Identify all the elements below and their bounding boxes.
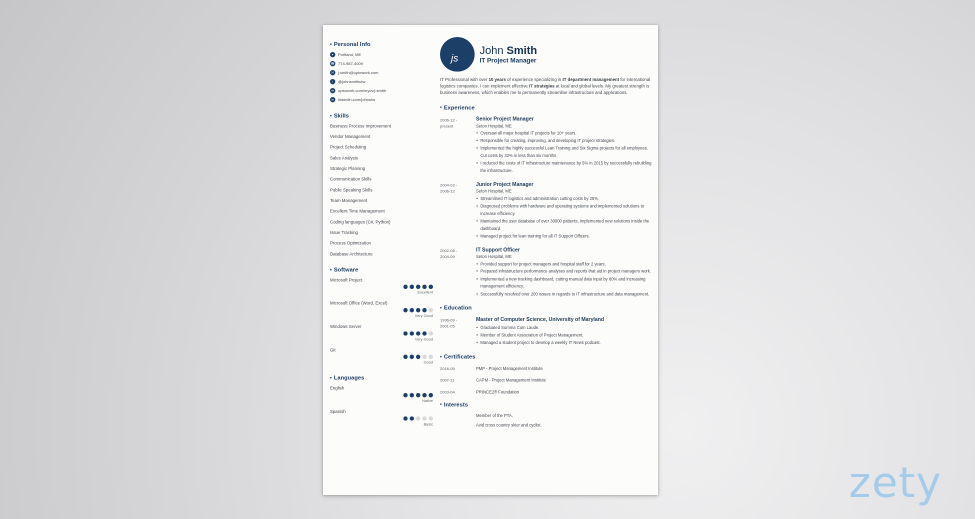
certificate-text: PMP - Project Management Institute xyxy=(476,366,543,371)
resume-header xyxy=(440,37,652,72)
bullet-item: • Maintained the user database of over 30000 patients, implemented new solutions inside the dashboard. xyxy=(476,217,652,232)
first-name: John xyxy=(479,44,504,57)
rating-dot-icon xyxy=(429,308,433,312)
certificate-date: 2007-11 xyxy=(440,378,455,383)
bullet-item: • I reduced the costs of IT infrastructure maintenance by 5% in 2015 by successfully rebuilding the infrastructure. xyxy=(476,160,652,175)
contact-text: @johnsmithutw xyxy=(338,79,366,85)
date-line: 2006-12 xyxy=(440,188,455,194)
date-line: 2006-12 - xyxy=(440,117,458,123)
professional-summary xyxy=(440,76,652,96)
rating-label: Very Good xyxy=(414,314,434,319)
language-item xyxy=(330,386,433,403)
candidate-name xyxy=(480,44,537,57)
software-name: Windows Server xyxy=(330,324,362,330)
bullet-item: • Diagnosed problems with hardware and operating systems and implemented solutions to increase efficiency. xyxy=(476,202,652,217)
rating-dots xyxy=(330,308,433,312)
certificate-item xyxy=(440,377,652,383)
software-name: Microsoft Office (Word, Excel) xyxy=(330,300,388,306)
zety-logo[interactable]: zety xyxy=(848,458,942,507)
date-line: present xyxy=(440,123,454,129)
rating-dot-icon xyxy=(416,393,420,397)
rating-dot-icon xyxy=(403,416,407,420)
rating-dot-icon xyxy=(403,355,407,359)
summary-segment: IT department management xyxy=(562,77,620,83)
certificate-date: 2003-04 xyxy=(440,390,455,395)
software-title: Software xyxy=(333,266,359,273)
skills-title: Skills xyxy=(333,112,350,119)
personal-info-heading xyxy=(330,41,433,48)
resume-page-content xyxy=(323,25,658,495)
contact-item xyxy=(330,79,433,84)
linkedin-icon: in xyxy=(331,98,334,101)
rating-dot-icon xyxy=(416,285,420,289)
section-certificates xyxy=(440,354,652,396)
rating-dot-icon xyxy=(429,416,433,420)
rating-dots xyxy=(330,331,433,335)
entry-bullets xyxy=(476,324,652,347)
name-block xyxy=(480,44,537,65)
entry-body xyxy=(476,247,652,298)
experience-entry xyxy=(440,182,652,240)
rating-dot-icon xyxy=(429,355,433,359)
rating-dot-icon xyxy=(422,331,426,335)
skill-item: Vendor Management xyxy=(330,134,371,140)
rating-dots xyxy=(330,393,433,397)
rating-dot-icon xyxy=(416,416,420,420)
website-icon: ⊕ xyxy=(331,88,334,93)
entry-dates xyxy=(440,182,476,240)
rating-dot-icon xyxy=(410,331,414,335)
skill-item: Sales Analysis xyxy=(330,155,358,161)
software-item xyxy=(330,324,433,341)
bullet-item: • Implemented the highly successful Lean Training and Six Sigma projects for all employees. Cut costs by 32% in less than six months. xyxy=(476,145,652,160)
bullet-item: • Successfully resolved over 200 issues in regards to IT infrastructure and data management. xyxy=(476,290,652,298)
section-software xyxy=(330,266,433,364)
rating-dot-icon xyxy=(410,308,414,312)
summary-segment: at local and global levels. My greatest strength is business awareness, which enables me to permanently streamline infrastructure and applications. xyxy=(440,83,650,96)
entry-title: IT Support Officer xyxy=(476,246,520,253)
skill-item: Communication Skills xyxy=(330,176,372,182)
experience-entries xyxy=(440,116,652,298)
certificate-text: CAPM - Project Management Institute xyxy=(476,378,546,383)
contact-item xyxy=(330,70,433,75)
skill-item: Public Speaking Skills xyxy=(330,187,373,193)
interest-list xyxy=(440,413,652,427)
bullet-icon: • xyxy=(440,104,442,111)
rating-dot-icon xyxy=(422,393,426,397)
section-personal-info xyxy=(330,41,433,102)
entry-body xyxy=(476,116,652,174)
personal-info-title: Personal Info xyxy=(333,41,371,48)
certificate-item xyxy=(440,366,652,372)
date-line: 1996-09 - xyxy=(440,318,458,323)
entry-body xyxy=(476,182,652,240)
resume-main-column xyxy=(440,37,652,495)
entry-company: Seton Hospital, ME xyxy=(476,123,512,129)
rating-dot-icon xyxy=(410,393,414,397)
bullet-item: • Responsible for creating, improving, and developing IT project strategies. xyxy=(476,137,652,145)
contact-text: Portland, ME xyxy=(338,52,362,58)
certificate-date: 2016-05 xyxy=(440,366,455,371)
skill-item: Database Architecture xyxy=(330,251,373,257)
rating-dot-icon xyxy=(403,285,407,289)
skill-item: Issue Tracking xyxy=(330,230,358,236)
entry-dates xyxy=(440,317,476,347)
certificate-text: PRINCE2® Foundation xyxy=(476,390,520,395)
education-heading xyxy=(440,305,652,312)
rating-label: Excellent xyxy=(417,290,434,295)
software-item xyxy=(330,277,433,294)
rating-dot-icon xyxy=(422,285,426,289)
language-item xyxy=(330,409,433,426)
interest-item: Avid cross country skier and cyclist. xyxy=(476,422,542,428)
experience-entry xyxy=(440,247,652,298)
date-line: 2004-09 xyxy=(440,254,455,259)
contact-item xyxy=(330,52,433,57)
skill-item: Coding languages (C#, Python) xyxy=(330,219,391,225)
rating-dot-icon xyxy=(403,393,407,397)
avatar-initials: js xyxy=(451,52,459,64)
experience-entry xyxy=(440,116,652,174)
bullet-icon: • xyxy=(330,112,332,119)
contact-text: j.smith@uptowork.com xyxy=(338,70,379,76)
language-name: Spanish xyxy=(330,409,346,415)
language-list xyxy=(330,386,433,427)
skills-heading xyxy=(330,112,433,119)
rating-dot-icon xyxy=(416,355,420,359)
software-item xyxy=(330,347,433,364)
interests-heading xyxy=(440,401,652,408)
summary-segment: IT Professional with over xyxy=(440,77,489,83)
contact-item xyxy=(330,97,433,102)
entry-title: Junior Project Manager xyxy=(476,181,534,188)
contact-list xyxy=(330,52,433,102)
experience-heading xyxy=(440,104,652,111)
rating-dot-icon xyxy=(422,416,426,420)
bullet-icon: • xyxy=(330,266,332,273)
entry-bullets xyxy=(476,130,652,175)
languages-heading xyxy=(330,375,433,382)
bullet-item: • Implemented a new tracking dashboard, cutting manual data input by 80% and increasing management efficiency. xyxy=(476,275,652,290)
entry-company: Seton Hospital, ME xyxy=(476,254,512,259)
entry-dates xyxy=(440,116,476,174)
bullet-item: • Member of Student Association of Project Management. xyxy=(476,332,652,340)
software-heading xyxy=(330,266,433,273)
certificates-heading xyxy=(440,354,652,361)
entry-title: Senior Project Manager xyxy=(476,116,534,122)
software-name: Microsoft Project xyxy=(330,277,363,283)
bullet-item: • Managed project for lean training for all IT Support Officers. xyxy=(476,232,652,240)
skill-list xyxy=(330,123,433,256)
entry-bullets xyxy=(476,260,652,298)
section-education xyxy=(440,305,652,347)
phone-icon: ☎ xyxy=(330,61,335,66)
summary-segment: for international logistics companies. I can implement effective xyxy=(440,77,651,89)
software-list xyxy=(330,277,433,364)
entry-bullets xyxy=(476,195,652,240)
date-line: 2004-03 - xyxy=(440,182,458,188)
summary-segment: of experience specializing in xyxy=(505,77,563,83)
education-entry xyxy=(440,317,652,347)
skill-item: Strategic Planning xyxy=(330,166,366,172)
experience-title: Experience xyxy=(443,104,475,111)
last-name: Smith xyxy=(506,44,538,57)
contact-item xyxy=(330,88,433,93)
skill-item: Excellent Time Management xyxy=(330,208,385,214)
bullet-item: • Managed a student project to develop a weekly IT News podcast. xyxy=(476,339,652,347)
bullet-item: • Prepared infrastructure performance analyses and reports that aid in project managers work. xyxy=(476,268,652,276)
email-icon: ✉ xyxy=(331,70,334,75)
rating-dot-icon xyxy=(403,331,407,335)
rating-dot-icon xyxy=(410,285,414,289)
certificate-item xyxy=(440,389,652,395)
skill-item: Project Scheduling xyxy=(330,144,367,150)
rating-dot-icon xyxy=(429,393,433,397)
entry-dates xyxy=(440,247,476,298)
date-line: 2002-08 - xyxy=(440,248,458,253)
software-item xyxy=(330,301,433,318)
rating-label: Very Good xyxy=(414,337,434,342)
education-title: Education xyxy=(443,304,472,312)
section-interests xyxy=(440,401,652,427)
bullet-item: • Provided support for project managers and hospital staff for 2 years. xyxy=(476,260,652,268)
bullet-icon: • xyxy=(440,354,442,360)
date-line: 2001-05 xyxy=(440,324,455,329)
rating-dot-icon xyxy=(422,355,426,359)
skill-item: Process Optimization xyxy=(330,240,371,246)
certificate-list xyxy=(440,366,652,396)
rating-dots xyxy=(330,285,433,289)
bullet-item: • Oversaw all major hospital IT projects for 10+ years. xyxy=(476,130,652,138)
education-entries xyxy=(440,317,652,347)
avatar xyxy=(440,37,475,72)
bullet-icon: • xyxy=(440,401,442,408)
location-pin-icon: ▾ xyxy=(331,52,334,57)
bullet-icon: • xyxy=(440,305,442,311)
entry-body xyxy=(476,317,652,347)
skill-item: Business Process Improvement xyxy=(330,123,391,129)
rating-dots xyxy=(330,416,433,420)
bullet-item: • Streamlined IT logistics and administration cutting costs by 25%. xyxy=(476,195,652,203)
contact-text: linkedin.com/johnutw xyxy=(338,97,376,103)
contact-item xyxy=(330,61,433,66)
rating-label: Basic xyxy=(423,422,434,427)
entry-title: Master of Computer Science, University of Maryland xyxy=(476,316,605,323)
rating-dot-icon xyxy=(416,331,420,335)
twitter-icon: t xyxy=(330,79,335,84)
job-title: IT Project Manager xyxy=(479,57,537,65)
rating-dot-icon xyxy=(403,308,407,312)
section-skills xyxy=(330,112,433,256)
bullet-icon: • xyxy=(330,375,332,381)
section-experience xyxy=(440,104,652,298)
rating-dot-icon xyxy=(416,308,420,312)
section-languages xyxy=(330,375,433,427)
rating-dot-icon xyxy=(410,416,414,420)
contact-text: 774-987-4009 xyxy=(338,61,363,67)
rating-dot-icon xyxy=(422,308,426,312)
software-name: Git xyxy=(330,347,336,353)
bullet-item: • Graduated Summa Cum Laude. xyxy=(476,324,652,332)
rating-label: Native xyxy=(422,399,434,404)
resume-page xyxy=(323,25,658,495)
contact-text: uptowork.com/mycv/j.smith xyxy=(338,88,387,94)
bullet-icon: • xyxy=(330,41,332,48)
certificates-title: Certificates xyxy=(443,353,476,360)
resume-sidebar xyxy=(330,37,440,495)
rating-dot-icon xyxy=(429,331,433,335)
rating-dot-icon xyxy=(410,355,414,359)
entry-company: Seton Hospital, ME xyxy=(476,188,512,194)
skill-item: Team Management xyxy=(330,198,368,204)
interests-title: Interests xyxy=(443,401,469,408)
interest-item: Member of the PTA. xyxy=(476,413,513,418)
summary-segment: 10 years xyxy=(488,77,506,83)
rating-label: Good xyxy=(423,360,434,365)
language-name: English xyxy=(330,385,345,391)
rating-dot-icon xyxy=(429,285,433,289)
languages-title: Languages xyxy=(333,374,365,382)
summary-segment: IT strategies xyxy=(529,83,555,89)
rating-dots xyxy=(330,355,433,359)
